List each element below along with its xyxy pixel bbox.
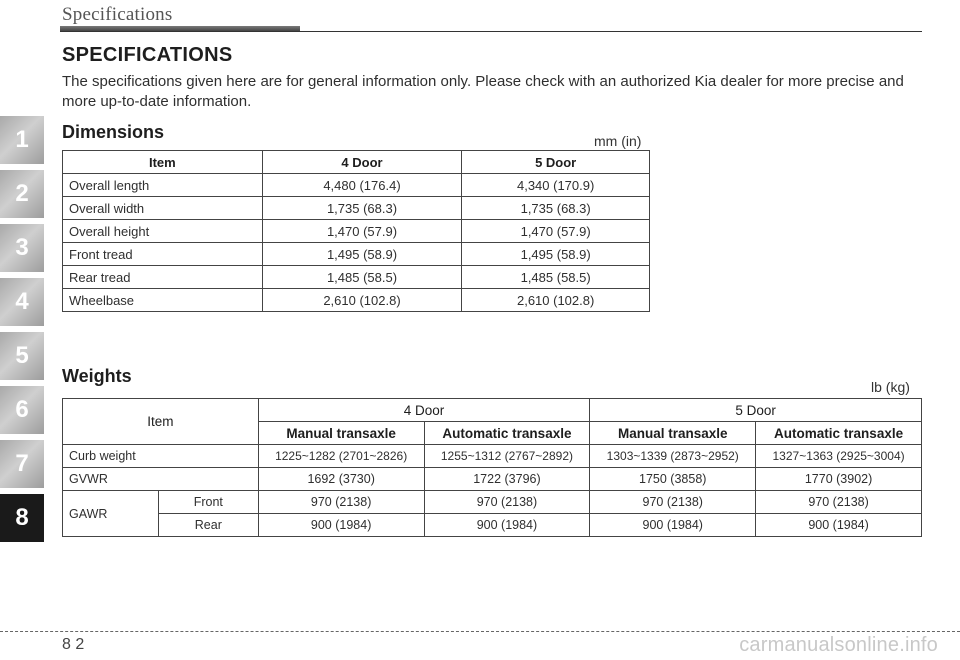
cell-value: 4,340 (170.9) [462,174,650,197]
chapter-tabs [0,116,44,548]
column-header: Item [63,151,263,174]
cell-value: 900 (1984) [258,514,424,537]
cell-value: 1,485 (58.5) [462,266,650,289]
chapter-tab-1[interactable]: 1 [0,116,44,164]
cell-value: 900 (1984) [424,514,590,537]
cell-value: 1255~1312 (2767~2892) [424,445,590,468]
cell-value: 1,495 (58.9) [462,243,650,266]
column-header: Manual transaxle [590,422,756,445]
cell-value: 2,610 (102.8) [262,289,462,312]
row-label: GVWR [63,468,259,491]
cell-value: 1,735 (68.3) [462,197,650,220]
chapter-tab-5[interactable]: 5 [0,332,44,380]
chapter-tab-6[interactable]: 6 [0,386,44,434]
cell-value: 970 (2138) [756,491,922,514]
row-label: Curb weight [63,445,259,468]
cell-value: 1,470 (57.9) [462,220,650,243]
weights-title: Weights [62,366,132,386]
table-header-row [63,151,650,174]
column-header: 4 Door [262,151,462,174]
cell-value: 1770 (3902) [756,468,922,491]
cell-value: 900 (1984) [590,514,756,537]
cell-value: 2,610 (102.8) [462,289,650,312]
column-header: Automatic transaxle [424,422,590,445]
table-row [63,243,650,266]
dimensions-table [62,150,650,312]
chapter-tab-2[interactable]: 2 [0,170,44,218]
cell-value: 970 (2138) [258,491,424,514]
weights-unit: lb (kg) [871,379,910,395]
cell-value: 970 (2138) [590,491,756,514]
page-number: 8 2 [62,636,85,653]
cell-value: 1692 (3730) [258,468,424,491]
cell-value: 1327~1363 (2925~3004) [756,445,922,468]
cell-value: 900 (1984) [756,514,922,537]
cell-value: 4,480 (176.4) [262,174,462,197]
chapter-tab-3[interactable]: 3 [0,224,44,272]
row-label: GAWR [63,491,159,537]
row-label: Overall height [63,220,263,243]
column-header: 5 Door [462,151,650,174]
cell-value: 1225~1282 (2701~2826) [258,445,424,468]
intro-paragraph: The specifications given here are for general information only. Please check with an authorized Kia dealer for more precise and more up-to-date information. [62,73,904,110]
cell-value: 1,485 (58.5) [262,266,462,289]
row-label: Overall width [63,197,263,220]
table-row [63,266,650,289]
table-row [63,220,650,243]
dimensions-title: Dimensions [62,122,165,142]
table-header-row [63,399,922,422]
cell-value: 1,735 (68.3) [262,197,462,220]
row-label: Overall length [63,174,263,197]
sub-row-label: Front [158,491,258,514]
group-header-4-door: 4 Door [258,399,590,422]
sub-row-label: Rear [158,514,258,537]
table-row [63,514,922,537]
chapter-tab-7[interactable]: 7 [0,440,44,488]
footer-rule [0,631,960,632]
row-label: Rear tread [63,266,263,289]
row-label: Wheelbase [63,289,263,312]
table-row [63,289,650,312]
header-rule [60,31,922,32]
cell-value: 1303~1339 (2873~2952) [590,445,756,468]
column-header: Automatic transaxle [756,422,922,445]
group-header-5-door: 5 Door [590,399,922,422]
cell-value: 1,495 (58.9) [262,243,462,266]
table-row [63,445,922,468]
cell-value: 1750 (3858) [590,468,756,491]
cell-value: 970 (2138) [424,491,590,514]
table-row [63,174,650,197]
cell-value: 1722 (3796) [424,468,590,491]
watermark: carmanualsonline.info [739,634,938,656]
item-header: Item [63,399,259,445]
row-label: Front tread [63,243,263,266]
weights-table [62,398,922,537]
chapter-tab-8[interactable]: 8 [0,494,44,542]
column-header: Manual transaxle [258,422,424,445]
cell-value: 1,470 (57.9) [262,220,462,243]
dimensions-unit: mm (in) [594,133,642,149]
chapter-tab-4[interactable]: 4 [0,278,44,326]
page-header-title: Specifications [62,4,173,25]
table-row [63,468,922,491]
page-title: SPECIFICATIONS [62,44,233,66]
table-row [63,491,922,514]
table-row [63,197,650,220]
